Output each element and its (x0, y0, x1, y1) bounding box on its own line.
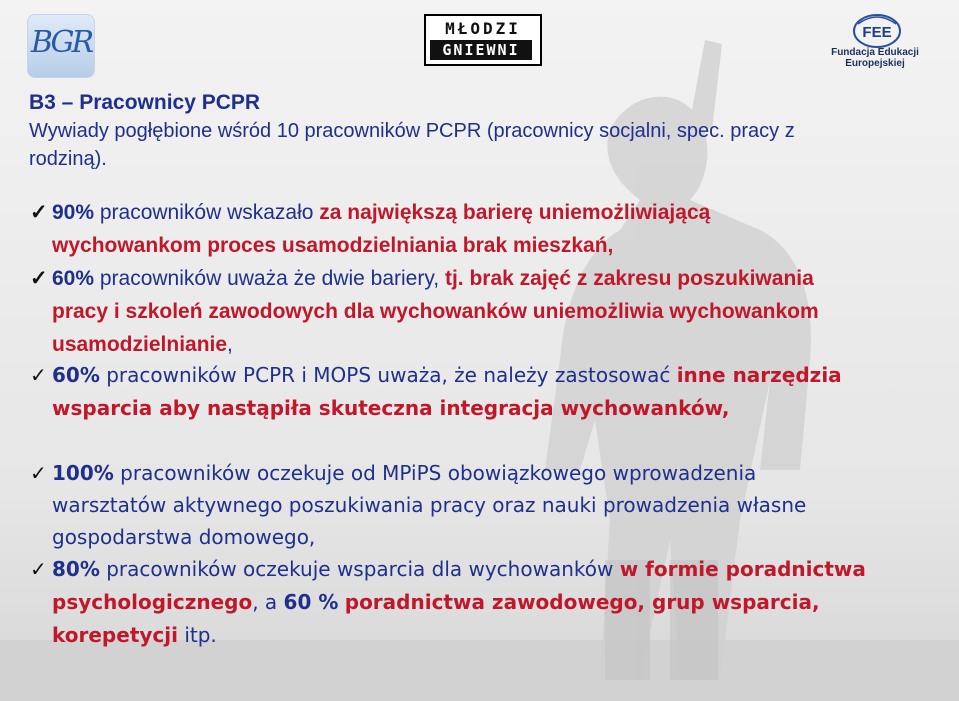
fee-logo-name: Fundacja Edukacji Europejskiej (831, 47, 919, 69)
highlighted-text: psychologicznego (52, 590, 253, 614)
fee-logo-icon (852, 12, 902, 50)
mlodzi-logo-text: MŁODZI (445, 19, 521, 38)
finding-text: itp. (177, 623, 217, 647)
bgr-logo (27, 14, 95, 78)
highlighted-text: tj. brak zajęć z zakresu poszukiwania (444, 267, 814, 290)
finding-text: 80% (52, 557, 100, 581)
finding-line (52, 392, 729, 425)
finding-text: 60 % (283, 590, 339, 614)
checkmark-icon: ✓ (30, 557, 47, 581)
finding-line (52, 521, 315, 554)
finding-text: pracowników oczekuje wsparcia dla wychowanków (99, 557, 620, 581)
finding-line (52, 262, 814, 296)
highlighted-text: wsparcia aby nastąpiła skuteczna integracja wychowanków, (52, 396, 730, 420)
finding-text: gospodarstwa domowego, (52, 525, 316, 549)
finding-line (52, 295, 819, 329)
finding-text: , a (252, 590, 284, 614)
mlodzi-gniewni-logo (424, 14, 542, 66)
fee-logo-mark: FEE (862, 24, 892, 41)
finding-line (52, 586, 820, 619)
intro-line-1: Wywiady pogłębione wśród 10 pracowników PCPR (pracownicy socjalni, spec. pracy z (29, 120, 795, 142)
finding-text: 60% (52, 363, 100, 387)
finding-text: pracowników oczekuje od MPiPS obowiązkowego wprowadzenia (113, 461, 757, 485)
highlighted-text: za największą barierę uniemożliwiającą (319, 201, 711, 224)
highlighted-text: inne narzędzia (676, 363, 842, 387)
finding-line (52, 553, 866, 586)
gniewni-logo-text: GNIEWNI (430, 40, 532, 60)
intro-line-2: rodziną). (29, 148, 107, 170)
slide-intro (29, 117, 909, 173)
highlighted-text: usamodzielnianie (52, 333, 228, 356)
finding-line (52, 457, 756, 490)
finding-line (52, 619, 217, 652)
finding-text: pracowników uważa że dwie bariery, (94, 267, 445, 290)
highlighted-text: poradnictwa zawodowego, grup wsparcia, (344, 590, 820, 614)
finding-line (52, 359, 842, 392)
finding-text: pracowników wskazało (94, 201, 320, 224)
finding-line (52, 328, 233, 362)
highlighted-text: korepetycji (52, 623, 178, 647)
finding-line (52, 196, 710, 230)
checkmark-icon: ✓ (30, 363, 47, 387)
finding-text: warsztatów aktywnego poszukiwania pracy oraz nauki prowadzenia własne (52, 493, 807, 517)
finding-text: 60% (52, 267, 95, 290)
checkmark-icon: ✓ (30, 461, 47, 485)
finding-line (52, 229, 613, 263)
highlighted-text: wychowankom proces usamodzielniania brak mieszkań, (52, 234, 614, 257)
finding-text: 100% (52, 461, 114, 485)
checkmark-icon: ✓ (30, 267, 48, 290)
finding-line (52, 489, 806, 522)
checkmark-icon: ✓ (30, 201, 48, 224)
highlighted-text: pracy i szkoleń zawodowych dla wychowanków uniemożliwia wychowankom (52, 300, 819, 323)
slide-heading: B3 – Pracownicy PCPR (29, 91, 261, 114)
finding-text: , (227, 333, 233, 356)
bgr-logo-text: BGR (30, 25, 92, 60)
finding-text: 90% (52, 201, 95, 224)
highlighted-text: w formie poradnictwa (619, 557, 866, 581)
finding-text: pracowników PCPR i MOPS uważa, że należy zastosować (99, 363, 677, 387)
